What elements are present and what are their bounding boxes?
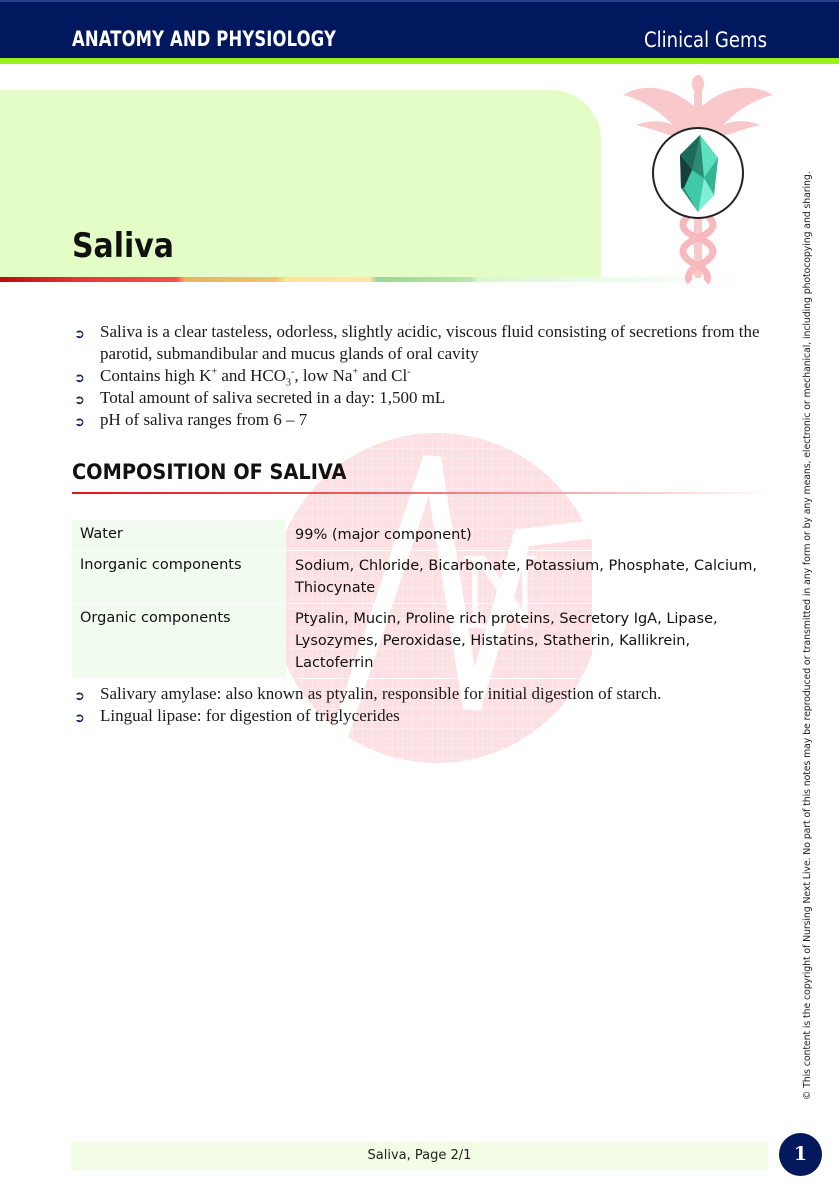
page-title: Saliva — [72, 226, 174, 266]
page-number-badge: 1 — [779, 1133, 822, 1176]
table-row — [72, 520, 772, 551]
arrow-bullet-icon: ➲ — [74, 371, 85, 386]
arrow-bullet-icon: ➲ — [74, 393, 85, 408]
table-row — [72, 551, 772, 604]
arrow-bullet-icon: ➲ — [74, 689, 85, 704]
list-item — [74, 321, 774, 365]
list-item — [74, 365, 774, 387]
row-value: Sodium, Chloride, Bicarbonate, Potassium, Phosphate, Calcium, Thiocynate — [295, 558, 757, 596]
row-label: Organic components — [72, 604, 286, 678]
bullet-text: Contains high K+ and $HCO_3^-$, low Na+ and Cl- — [100, 366, 411, 389]
subject-title: ANATOMY AND PHYSIOLOGY — [72, 27, 336, 51]
bullet-text: Saliva is a clear tasteless, odorless, slightly acidic, viscous fluid consisting of secretions from the parotid, submandibular and mucus glands of oral cavity — [100, 322, 760, 363]
svg-text:N: N — [460, 530, 540, 652]
composition-table — [72, 520, 772, 679]
list-item — [74, 705, 774, 727]
intro-bullet-list — [74, 321, 774, 431]
series-title: Clinical Gems — [644, 28, 767, 52]
row-value: 99% (major component) — [295, 527, 472, 543]
enzyme-bullet-list — [74, 683, 774, 727]
header-accent-stripe — [0, 58, 839, 64]
arrow-bullet-icon: ➲ — [74, 415, 85, 430]
footer-bar: Saliva, Page 2/1 — [71, 1142, 768, 1170]
arrow-bullet-icon: ➲ — [74, 711, 85, 726]
bullet-text: Total amount of saliva secreted in a day: 1,500 mL — [100, 388, 446, 407]
caduceus-gem-icon — [618, 70, 778, 285]
table-row — [72, 604, 772, 679]
section-divider — [72, 492, 772, 494]
bullet-text: pH of saliva ranges from 6 – 7 — [100, 410, 308, 429]
list-item — [74, 409, 774, 431]
list-item — [74, 683, 774, 705]
row-label: Water — [72, 520, 286, 550]
row-value: Ptyalin, Mucin, Proline rich proteins, Secretory IgA, Lipase, Lysozymes, Peroxidase, Histatins, Statherin, Kallikrein, Lactoferrin — [295, 611, 718, 671]
bullet-text: Lingual lipase: for digestion of triglycerides — [100, 706, 400, 725]
arrow-bullet-icon: ➲ — [74, 327, 85, 342]
bullet-text: Salivary amylase: also known as ptyalin, responsible for initial digestion of starch. — [100, 684, 662, 703]
header-band — [0, 0, 839, 58]
section-heading: COMPOSITION OF SALIVA — [72, 460, 347, 484]
list-item — [74, 387, 774, 409]
copyright-notice: © This content is the copyright of Nursing Next Live. No part of this notes may be reproduced or transmitted in any form or by any means, electronic or mechanical, including photocopying and sharing. — [802, 171, 813, 1100]
row-label: Inorganic components — [72, 551, 286, 603]
